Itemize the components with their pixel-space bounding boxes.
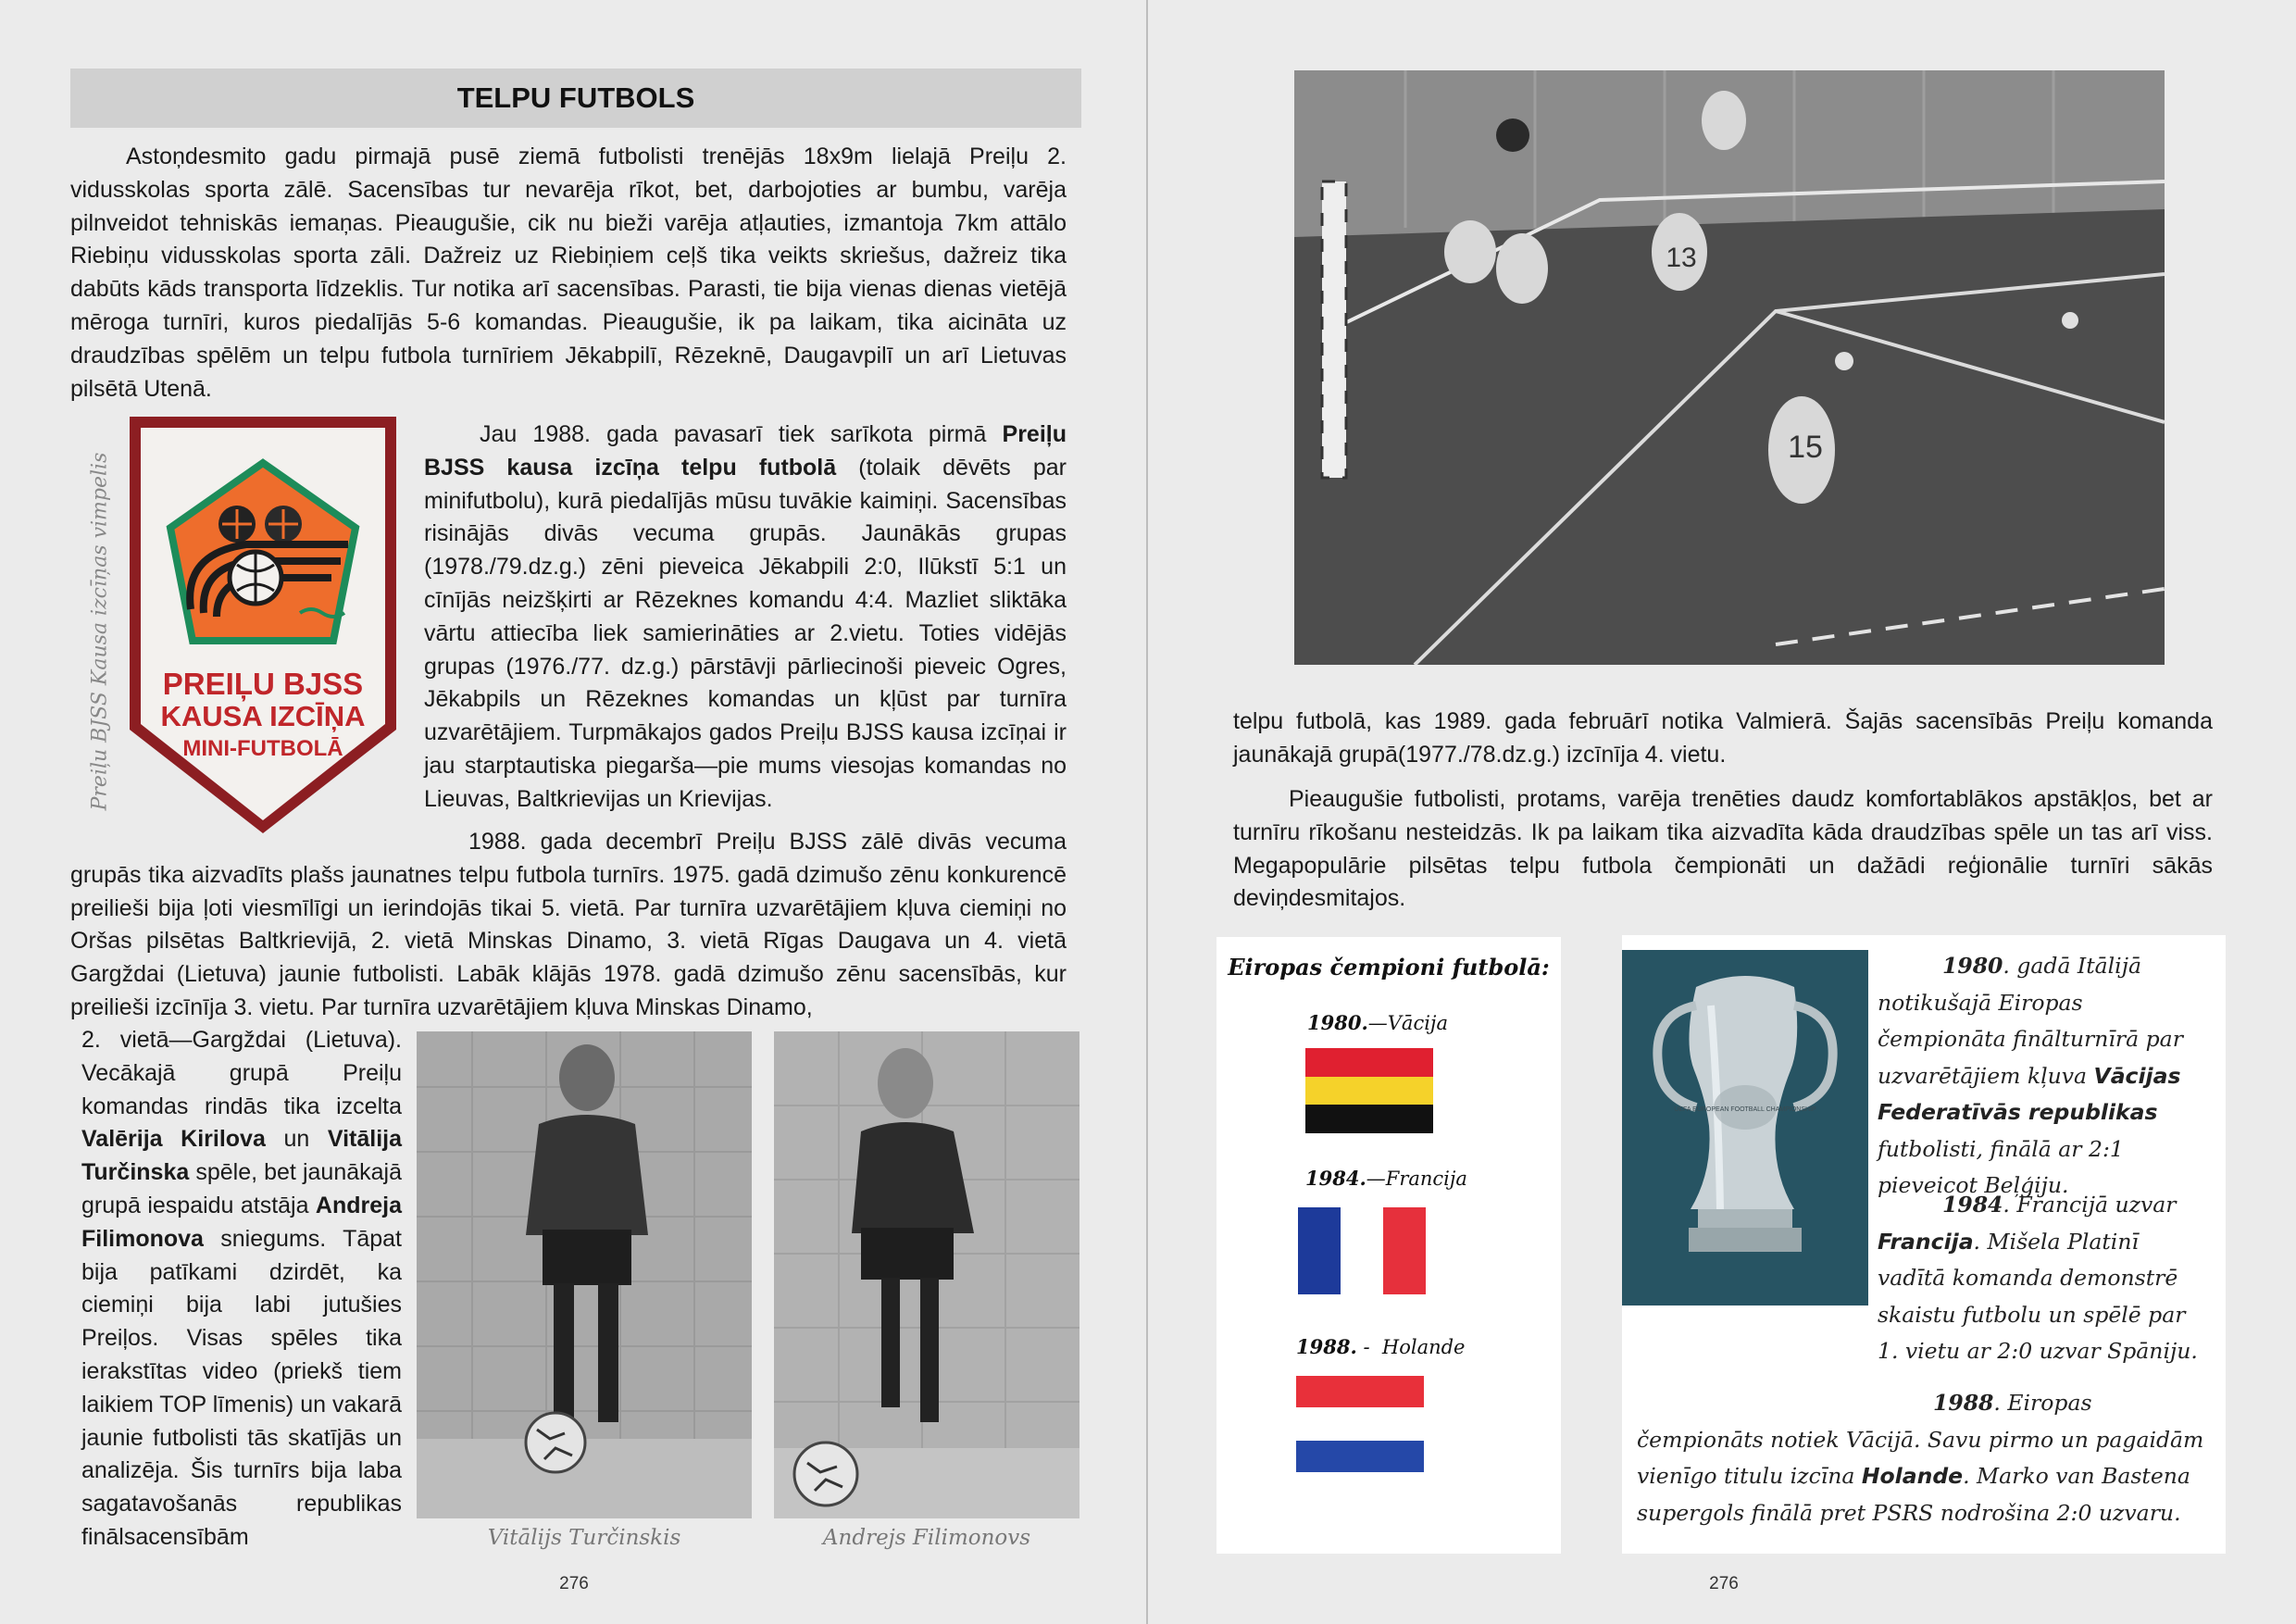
history-para-1980 [1878,948,2202,1205]
photo-andrejs [774,1031,1079,1518]
flag-germany [1305,1048,1433,1133]
para4-e: sniegums. Tāpat bija patīkami dzirdēt, ka ciemiņi bija labi jutušies Preiļos. Visas spēles tika ierakstītas video (priekš tiem laikiem TOP līmenis) un vakarā jaunie futbolisti tās skatījās un analizēja. Šis turnīrs bija laba sagatavošanās republikas finālsacensībām [81,1225,402,1550]
para4-c: un [265,1126,328,1153]
para4 [81,1024,402,1555]
history-1988-b: . Marko van Bastena supergols finālā pret PSRS nodrošina 2:0 uzvaru. [1637,1463,2190,1526]
para3: 1988. gada decembrī Preiļu BJSS zālē divās vecuma grupās tika aizvadīts plašs jaunatnes telpu futbola turnīrs. 1975. gadā dzimušo zēnu konkurencē preilieši bija ļoti viesmīlīgi un ierindojās tikai 5. vietā. Par turnīra uzvarētājiem kļuva ciemiņi no Oršas pilsētas Baltkrievijā, 2. vietā Minskas Dinamo, 3. vietā Rīgas Daugava un 4. vietā Gargždai (Lietuva) jaunie futbolisti. Labāk klājās 1978. gadā dzimušo zēnu sacensībās, kur preilieši izcīnīja 3. vietu. Par turnīra uzvarētājiem kļuva Minskas Dinamo, [70,829,1067,1020]
para4-a: 2. vietā—Gargždai (Lietuva). Vecākajā grupā Preiļu komandas rindās tika izcelta [81,1027,402,1119]
champions-box [1217,937,1561,1554]
champion-year-1980: 1980. [1307,1011,1368,1034]
pennant-line3: MINI-FUTBOLĀ [182,736,343,761]
champion-year-1988: 1988. [1296,1335,1357,1358]
champions-title: Eiropas čempioni futbolā: [1228,954,1550,981]
right-para1-text [1233,706,2213,772]
trophy-image [1622,950,1868,1305]
champion-sep-1988: - [1356,1336,1382,1358]
champion-entry-1984 [1305,1167,1467,1190]
photo1-caption: Vitālijs Turčinskis [487,1526,681,1550]
para4-b2: Vitālija Turčinska [81,1126,403,1186]
para2-text [424,418,1067,817]
intro-paragraph: Astoņdesmito gadu pirmajā pusē ziemā futbolisti trenējās 18x9m lielajā Preiļu 2. vidusskolas sporta zālē. Sacensības tur nevarēja rīkot, bet, darbojoties ar bumbu, varēja pilnveidot tehniskās iemaņas. Pieaugušie, cik nu bieži varēja atļauties, izmantoja 7km attālo Riebiņu vidusskolas sporta zāli. Dažreiz uz Riebiņiem ceļš tika veikts skriešus, dažreiz tika dabūts kāds transporta līdzeklis. Tur notika arī sacensības. Parasti, tie bija vienas dienas vietējā mēroga turnīri, kuros piedalījās 5-6 komandas. Pieaugušie, ik pa laikam, tika aicināta uz draudzības spēlēm un telpu futbola turnīriem Jēkabpilī, Rēzeknē, Daugavpilī un arī Lietuvas pilsētā Utenā. [70,144,1067,402]
flag-france [1298,1207,1426,1294]
pennant-image [126,415,400,837]
photo-vitalijs [417,1031,752,1518]
para2-start: Jau 1988. gada pavasarī tiek sarīkota pirmā [480,421,1003,447]
pennant-line1: PREIĻU BJSS [162,667,364,701]
pennant-caption-wrap [81,437,119,826]
para2-rest: (tolaik dēvēts par minifutbolu), kurā piedalījās mūsu tuvākie kaimiņi. Sacensības risinājās divās vecuma grupās. Jaunākās grupas (1978./79.dz.g.) zēni pieveica Jēkabpili 2:0, Ilūkstī 5:1 un cīnījās neizšķirti ar Rēzeknes komandu 4:4. Mazliet sliktāka vārtu attiecība liek samierināties ar 2.vietu. Toties vidējās grupas (1976./77. dz.g.) pārstāvji pārliecinoši pieveic Ogres, Jēkabpils un Rēzeknes komandas un kļūst par turnīra uzvarētājiem. Turpmākajos gados Preiļu BJSS kausa izcīņai ir jau starptautiska piegarša—pie mums viesojas komandas no Lieuvas, Baltkrievijas un Krievijas. [424,454,1067,812]
history-1988-a: . Eiropas čempionāts notiek Vācijā. Savu pirmo un pagaidām vienīgo titulu izcīna [1637,1390,2204,1489]
history-1980-b: futbolisti, finālā ar 2:1 pieveicot Beļģiju. [1878,1135,2124,1198]
pennant-line2: KAUSA IZCĪŅA [160,700,366,732]
para4-b3: Andreja Filimonova [81,1192,402,1252]
page-number-left: 276 [559,1574,589,1593]
jersey-number-15: 15 [1788,430,1823,465]
history-year-1984: 1984 [1942,1192,2003,1218]
para4-d: spēle, bet jaunākajā grupā iespaidu atstāja [81,1159,402,1218]
page-title: TELPU FUTBOLS [456,81,695,114]
right-para1: telpu futbolā, kas 1989. gada februārī notika Valmierā. Šajās sacensībās Preiļu komanda jaunākajā grupā(1977./78.dz.g.) izcīnīja 4. vietu. [1233,708,2213,768]
jersey-number-13: 13 [1666,243,1697,273]
title-bar [70,69,1081,128]
right-para2: Pieaugušie futbolisti, protams, varēja trenēties daudz komfortablākos apstākļos, bet ar turnīru rīkošanu nesteidzās. Ik pa laikam tika aizvadīta kāda draudzības spēle un tas arī viss. Megapopulārie pilsētas telpu futbola čempionāti un dažādi reģionālie turnīri sākās deviņdesmitajos. [1233,786,2213,912]
champion-entry-1988 [1296,1335,1465,1358]
history-year-1980: 1980 [1942,953,2003,979]
right-para2-text [1233,783,2213,916]
page-number-right: 276 [1709,1574,1739,1593]
pennant-caption: Preiļu BJSS Kausa izcīņas vimpelis [88,452,112,811]
history-box [1622,935,2226,1554]
para3-text [70,826,1067,1025]
para4-text [81,1024,402,1555]
photo2-caption: Andrejs Filimonovs [822,1526,1031,1550]
para4-b1: Valērija Kirilova [81,1126,266,1153]
champion-sep-1984: — [1366,1168,1386,1190]
history-para-1984 [1878,1187,2202,1370]
champion-country-1980: Vācija [1387,1012,1448,1034]
champion-country-1988: Holande [1381,1336,1466,1358]
history-year-1988: 1988 [1933,1390,1994,1416]
history-1980-a: . gadā Itālijā notikušajā Eiropas čempionāta finālturnīrā par uzvarētājiem kļuva [1878,953,2183,1089]
champion-entry-1980 [1307,1011,1448,1034]
history-1984-a: . Francijā uzvar [2003,1192,2177,1218]
champion-country-1984: Francija [1385,1168,1467,1190]
flag-netherlands [1296,1376,1424,1472]
history-1980-bold: Vācijas Federatīvās republikas [1878,1062,2181,1125]
intro-text [70,141,1067,406]
champion-sep-1980: — [1367,1012,1388,1034]
champion-year-1984: 1984. [1305,1167,1366,1190]
history-1984-b: . Mišela Platinī vadītā komanda demonstrē skaistu futbolu un spēlē par 1. vietu ar 2:0 uzvar Spāniju. [1878,1228,2198,1364]
para2-bold: Preiļu BJSS kausa izcīņa telpu futbolā [424,421,1067,481]
para2 [424,418,1067,817]
history-para-1988 [1637,1385,2207,1531]
indoor-football-photo [1294,70,2165,665]
history-1984-bold: Francija [1878,1228,1974,1255]
history-1988-bold: Holande [1861,1463,1964,1489]
trophy-inscription: UEFA EUROPEAN FOOTBALL CHAMPIONSHIP [1674,1106,1816,1113]
right-page [1148,0,2296,1624]
